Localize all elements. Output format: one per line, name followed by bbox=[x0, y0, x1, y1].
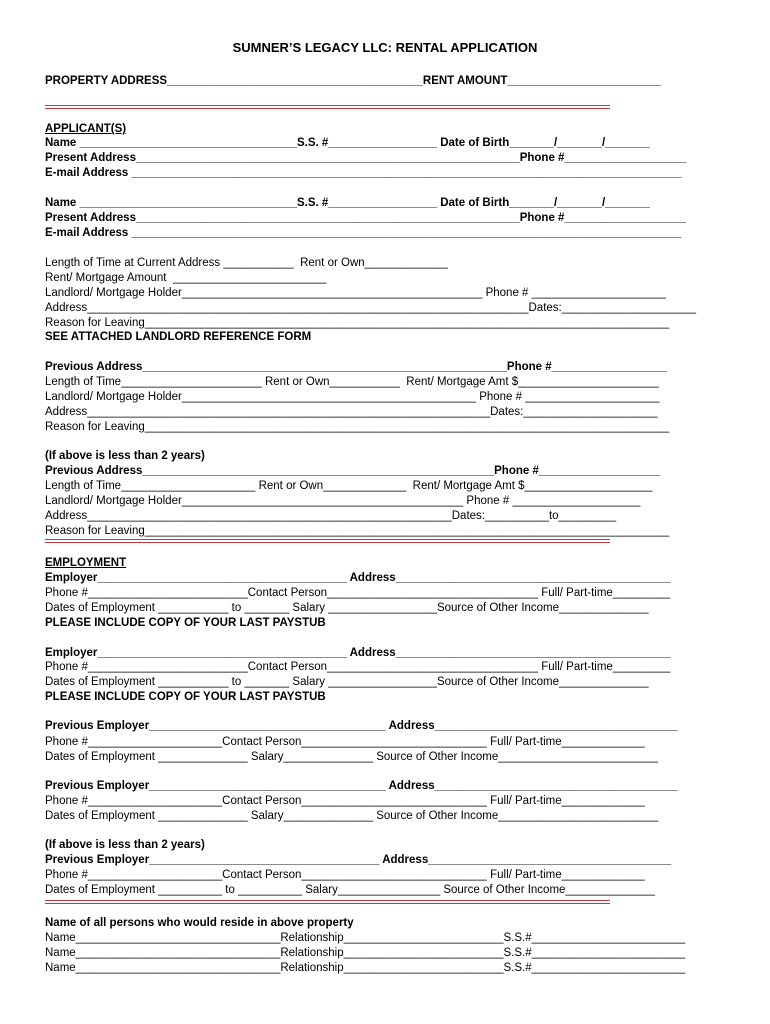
second-previous-holder-line[interactable]: Landlord/ Mortgage Holder____________________________________________ Phone # ____________________ bbox=[45, 495, 641, 507]
resident-row-1[interactable]: Name________________________________Relationship_________________________S.S.#________________________ bbox=[45, 932, 686, 944]
previous-length-line[interactable]: Length of Time______________________ Rent or Own___________ Rent/ Mortgage Amt $______________________ bbox=[45, 376, 659, 388]
resident-row-2[interactable]: Name________________________________Relationship_________________________S.S.#________________________ bbox=[45, 947, 686, 959]
paystub-note-1: PLEASE INCLUDE COPY OF YOUR LAST PAYSTUB bbox=[45, 617, 326, 629]
divider-1 bbox=[45, 105, 610, 106]
paystub-note-2: PLEASE INCLUDE COPY OF YOUR LAST PAYSTUB bbox=[45, 691, 326, 703]
applicant-2-name-line[interactable]: Name __________________________________S.S. #_________________ Date of Birth_______/_______/_______ bbox=[45, 197, 650, 209]
current-length-line[interactable]: Length of Time at Current Address ___________ Rent or Own_____________ bbox=[45, 257, 448, 269]
applicant-1-name-line[interactable]: Name __________________________________S.S. #_________________ Date of Birth_______/_______/_______ bbox=[45, 137, 650, 149]
previous-addr2-line[interactable]: Address_______________________________________________________________Dates:_____________________ bbox=[45, 406, 658, 418]
property-address-rent-amount-line[interactable]: PROPERTY ADDRESS________________________________________RENT AMOUNT________________________ bbox=[45, 75, 661, 87]
previous-holder-line[interactable]: Landlord/ Mortgage Holder______________________________________________ Phone # _____________________ bbox=[45, 391, 660, 403]
previous-employer-2-line[interactable]: Previous Employer_____________________________________ Address______________________________________ bbox=[45, 780, 678, 792]
second-previous-length-line[interactable]: Length of Time_____________________ Rent or Own_____________ Rent/ Mortgage Amt $____________________ bbox=[45, 480, 653, 492]
applicant-1-address-line[interactable]: Present Address____________________________________________________________Phone #___________________ bbox=[45, 152, 686, 164]
divider-2 bbox=[45, 539, 610, 540]
employer-2-phone-line[interactable]: Phone #_________________________Contact Person_________________________________ Full/ Part-time_________ bbox=[45, 661, 671, 673]
employer-1-dates-line[interactable]: Dates of Employment ___________ to _______ Salary _________________Source of Other Income______________ bbox=[45, 602, 649, 614]
current-address-line[interactable]: Address_____________________________________________________________________Dates:_____________________ bbox=[45, 302, 697, 314]
previous-reason-line[interactable]: Reason for Leaving__________________________________________________________________________________ bbox=[45, 421, 670, 433]
form-title: SUMNER’S LEGACY LLC: RENTAL APPLICATION bbox=[232, 40, 538, 55]
second-previous-address-line[interactable]: Previous Address_______________________________________________________Phone #___________________ bbox=[45, 465, 661, 477]
divider-3b bbox=[45, 903, 610, 904]
previous-employer-3-dates-line[interactable]: Dates of Employment __________ to __________ Salary________________ Source of Other Income______________ bbox=[45, 884, 655, 896]
previous-employer-1-line[interactable]: Previous Employer_____________________________________ Address______________________________________ bbox=[45, 720, 678, 732]
current-amount-line[interactable]: Rent/ Mortgage Amount ________________________ bbox=[45, 272, 327, 284]
current-holder-line[interactable]: Landlord/ Mortgage Holder_______________________________________________ Phone # _____________________ bbox=[45, 287, 666, 299]
applicants-heading: APPLICANT(S) bbox=[45, 123, 127, 135]
landlord-reference-note: SEE ATTACHED LANDLORD REFERENCE FORM bbox=[45, 331, 312, 343]
previous-employer-3-phone-line[interactable]: Phone #_____________________Contact Person_____________________________ Full/ Part-time_____________ bbox=[45, 869, 645, 881]
current-reason-line[interactable]: Reason for Leaving__________________________________________________________________________________ bbox=[45, 317, 670, 329]
applicant-2-address-line[interactable]: Present Address____________________________________________________________Phone #___________________ bbox=[45, 212, 686, 224]
employer-2-dates-line[interactable]: Dates of Employment ___________ to _______ Salary _________________Source of Other Income______________ bbox=[45, 676, 649, 688]
previous-employer-2-dates-line[interactable]: Dates of Employment ______________ Salary______________ Source of Other Income_________________________ bbox=[45, 810, 659, 822]
residents-heading: Name of all persons who would reside in above property bbox=[45, 917, 354, 929]
applicant-1-email-line[interactable]: E-mail Address ______________________________________________________________________________________ bbox=[45, 167, 682, 179]
previous-address-line[interactable]: Previous Address_________________________________________________________Phone #__________________ bbox=[45, 361, 667, 373]
previous-employer-1-dates-line[interactable]: Dates of Employment ______________ Salary______________ Source of Other Income_________________________ bbox=[45, 751, 659, 763]
resident-row-3[interactable]: Name________________________________Relationship_________________________S.S.#________________________ bbox=[45, 962, 686, 974]
second-previous-reason-line[interactable]: Reason for Leaving__________________________________________________________________________________ bbox=[45, 525, 670, 537]
employer-1-phone-line[interactable]: Phone #_________________________Contact Person_________________________________ Full/ Part-time_________ bbox=[45, 587, 671, 599]
employer-1-line[interactable]: Employer_______________________________________ Address___________________________________________ bbox=[45, 572, 671, 584]
employment-heading: EMPLOYMENT bbox=[45, 557, 127, 569]
previous-employer-1-phone-line[interactable]: Phone #_____________________Contact Person_____________________________ Full/ Part-time_____________ bbox=[45, 736, 645, 748]
second-previous-heading: (If above is less than 2 years) bbox=[45, 450, 205, 462]
previous-employer-3-line[interactable]: Previous Employer____________________________________ Address______________________________________ bbox=[45, 854, 672, 866]
previous-employer-3-heading: (If above is less than 2 years) bbox=[45, 839, 205, 851]
divider-1b bbox=[45, 108, 610, 109]
divider-3 bbox=[45, 900, 610, 901]
divider-2b bbox=[45, 542, 610, 543]
previous-employer-2-phone-line[interactable]: Phone #_____________________Contact Person_____________________________ Full/ Part-time_____________ bbox=[45, 795, 645, 807]
employer-2-line[interactable]: Employer_______________________________________ Address___________________________________________ bbox=[45, 647, 671, 659]
second-previous-addr2-line[interactable]: Address_________________________________________________________Dates:__________to_________ bbox=[45, 510, 617, 522]
applicant-2-email-line[interactable]: E-mail Address ______________________________________________________________________________________ bbox=[45, 227, 682, 239]
